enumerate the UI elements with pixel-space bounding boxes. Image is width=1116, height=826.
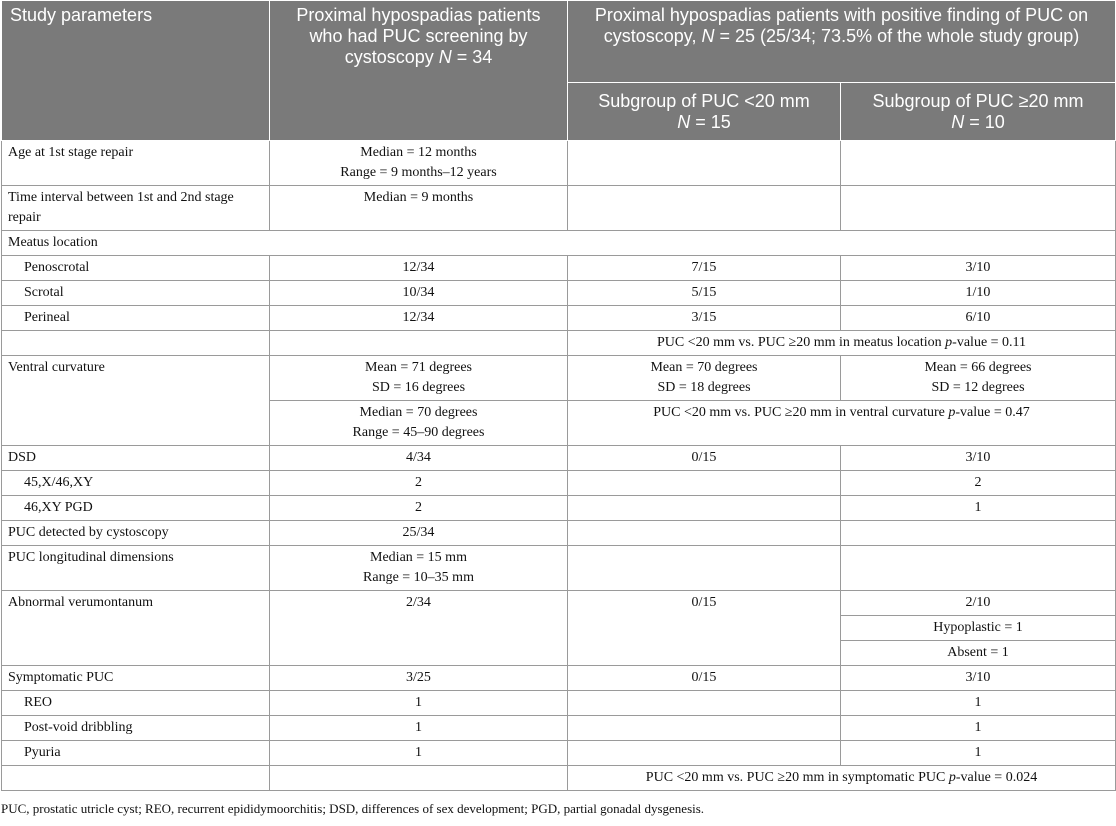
table-row [2, 716, 1116, 741]
row-label-pyuria: Pyuria [2, 741, 270, 766]
table-row [2, 666, 1116, 691]
cell-penoscrotal-overall: 12/34 [270, 256, 568, 281]
table-row [2, 186, 1116, 231]
cell-reo-overall: 1 [270, 691, 568, 716]
table-body [2, 141, 1116, 791]
study-table [1, 0, 1116, 791]
table-row [2, 691, 1116, 716]
cell-verumontanum-absent: Absent = 1 [841, 641, 1116, 666]
cell-pgd-overall: 2 [270, 496, 568, 521]
cell-dsd-large: 3/10 [841, 446, 1116, 471]
table-row [2, 356, 1116, 401]
row-label-age: Age at 1st stage repair [2, 141, 270, 186]
table-row [2, 521, 1116, 546]
row-label-verumontanum: Abnormal verumontanum [2, 591, 270, 666]
row-label-longitudinal: PUC longitudinal dimensions [2, 546, 270, 591]
row-label-interval: Time interval between 1st and 2nd stage repair [2, 186, 270, 231]
table-row [2, 496, 1116, 521]
cell-perineal-overall: 12/34 [270, 306, 568, 331]
row-label-meatus: Meatus location [2, 231, 1116, 256]
row-label-perineal: Perineal [2, 306, 270, 331]
row-label-symptomatic: Symptomatic PUC [2, 666, 270, 691]
row-label-penoscrotal: Penoscrotal [2, 256, 270, 281]
cell-verumontanum-small: 0/15 [568, 591, 841, 666]
cell-verumontanum-hypoplastic: Hypoplastic = 1 [841, 616, 1116, 641]
table-row [2, 141, 1116, 186]
row-label-reo: REO [2, 691, 270, 716]
cell-dribbling-overall: 1 [270, 716, 568, 741]
row-label-mosaic: 45,X/46,XY [2, 471, 270, 496]
row-label-dribbling: Post-void dribbling [2, 716, 270, 741]
cell-scrotal-small: 5/15 [568, 281, 841, 306]
row-label-pgd: 46,XY PGD [2, 496, 270, 521]
cell-penoscrotal-large: 3/10 [841, 256, 1116, 281]
cell-penoscrotal-small: 7/15 [568, 256, 841, 281]
cell-curvature-overall: Mean = 71 degrees SD = 16 degrees [270, 356, 568, 401]
cell-meatus-pvalue: PUC <20 mm vs. PUC ≥20 mm in meatus location p-value = 0.11 [568, 331, 1116, 356]
row-label-dsd: DSD [2, 446, 270, 471]
table-row [2, 766, 1116, 791]
cell-verumontanum-overall: 2/34 [270, 591, 568, 666]
row-label-detected: PUC detected by cystoscopy [2, 521, 270, 546]
cell-verumontanum-large: 2/10 [841, 591, 1116, 616]
table-row [2, 471, 1116, 496]
header-positive-patients: Proximal hypospadias patients with positive finding of PUC on cystoscopy, N = 25 (25/34; 73.5% of the whole study group) [568, 1, 1116, 83]
cell-symptomatic-pvalue: PUC <20 mm vs. PUC ≥20 mm in symptomatic PUC p-value = 0.024 [568, 766, 1116, 791]
table-row [2, 231, 1116, 256]
table-row [2, 741, 1116, 766]
cell-interval-overall: Median = 9 months [270, 186, 568, 231]
header-subgroup-small: Subgroup of PUC <20 mm N = 15 [568, 83, 841, 141]
row-label-curvature: Ventral curvature [2, 356, 270, 446]
cell-mosaic-overall: 2 [270, 471, 568, 496]
table-row [2, 256, 1116, 281]
cell-scrotal-large: 1/10 [841, 281, 1116, 306]
header-study-parameters: Study parameters [2, 1, 270, 141]
cell-longitudinal-overall: Median = 15 mm Range = 10–35 mm [270, 546, 568, 591]
cell-scrotal-overall: 10/34 [270, 281, 568, 306]
table-row [2, 546, 1116, 591]
table-header [2, 1, 1116, 141]
cell-pgd-large: 1 [841, 496, 1116, 521]
cell-perineal-large: 6/10 [841, 306, 1116, 331]
cell-reo-large: 1 [841, 691, 1116, 716]
cell-perineal-small: 3/15 [568, 306, 841, 331]
table-row [2, 591, 1116, 616]
cell-symptomatic-overall: 3/25 [270, 666, 568, 691]
cell-dsd-overall: 4/34 [270, 446, 568, 471]
table-footnote: PUC, prostatic utricle cyst; REO, recurrent epididymoorchitis; DSD, differences of sex development; PGD, partial gonadal dysgenesis. [1, 801, 705, 816]
cell-curvature-pvalue: PUC <20 mm vs. PUC ≥20 mm in ventral curvature p-value = 0.47 [568, 401, 1116, 446]
table-row [2, 281, 1116, 306]
cell-pyuria-overall: 1 [270, 741, 568, 766]
cell-detected-overall: 25/34 [270, 521, 568, 546]
table-row [2, 306, 1116, 331]
cell-mosaic-large: 2 [841, 471, 1116, 496]
cell-pyuria-large: 1 [841, 741, 1116, 766]
cell-curvature-median: Median = 70 degrees Range = 45–90 degrees [270, 401, 568, 446]
cell-dsd-small: 0/15 [568, 446, 841, 471]
cell-curvature-large: Mean = 66 degrees SD = 12 degrees [841, 356, 1116, 401]
row-label-scrotal: Scrotal [2, 281, 270, 306]
cell-symptomatic-small: 0/15 [568, 666, 841, 691]
cell-curvature-small: Mean = 70 degrees SD = 18 degrees [568, 356, 841, 401]
table-row [2, 331, 1116, 356]
cell-symptomatic-large: 3/10 [841, 666, 1116, 691]
cell-dribbling-large: 1 [841, 716, 1116, 741]
cell-age-overall: Median = 12 months Range = 9 months–12 years [270, 141, 568, 186]
header-screened-patients: Proximal hypospadias patients who had PUC screening by cystoscopy N = 34 [270, 1, 568, 141]
header-subgroup-large: Subgroup of PUC ≥20 mm N = 10 [841, 83, 1116, 141]
table-row [2, 446, 1116, 471]
